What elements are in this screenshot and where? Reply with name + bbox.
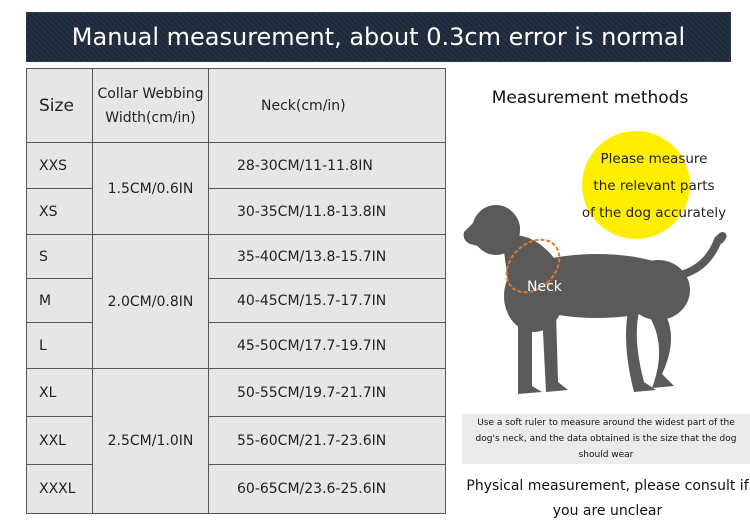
instruction-line: the relevant parts: [593, 178, 715, 194]
neck-cell: 50-55CM/19.7-21.7IN: [209, 369, 446, 417]
table-row: [27, 323, 446, 369]
table-row: [27, 465, 446, 514]
size-cell: XXS: [27, 143, 93, 189]
dog-body: [464, 205, 690, 394]
neck-cell: 60-65CM/23.6-25.6IN: [209, 465, 446, 514]
header-neck: Neck(cm/in): [209, 69, 446, 143]
size-chart-table: [26, 68, 446, 514]
instruction-line: of the dog accurately: [581, 205, 727, 221]
neck-cell: 28-30CM/11-11.8IN: [209, 143, 446, 189]
size-cell: XXXL: [27, 465, 93, 514]
measurement-note: Use a soft ruler to measure around the widest part of the dog's neck, and the data obtained is the size that the dog should wear: [462, 414, 750, 464]
size-cell: XXL: [27, 417, 93, 465]
footer-text: [465, 474, 750, 524]
banner-title: Manual measurement, about 0.3cm error is normal: [26, 12, 731, 62]
footer-line: you are unclear: [552, 503, 663, 519]
size-cell: M: [27, 279, 93, 323]
instruction-line: Please measure: [600, 151, 708, 167]
size-cell: S: [27, 235, 93, 279]
neck-label: Neck: [527, 279, 562, 295]
size-cell: L: [27, 323, 93, 369]
table-row: [27, 279, 446, 323]
webbing-cell: 2.5CM/1.0IN: [93, 369, 209, 514]
dog-silhouette-icon: [462, 196, 732, 406]
webbing-cell: 1.5CM/0.6IN: [93, 143, 209, 235]
table-header-row: [27, 69, 446, 143]
neck-cell: 45-50CM/17.7-19.7IN: [209, 323, 446, 369]
neck-cell: 30-35CM/11.8-13.8IN: [209, 189, 446, 235]
neck-cell: 40-45CM/15.7-17.7IN: [209, 279, 446, 323]
dog-tail: [684, 236, 723, 274]
neck-cell: 35-40CM/13.8-15.7IN: [209, 235, 446, 279]
table-row: [27, 235, 446, 279]
table-row: [27, 417, 446, 465]
header-webbing-width: Collar Webbing Width(cm/in): [93, 69, 209, 143]
neck-cell: 55-60CM/21.7-23.6IN: [209, 417, 446, 465]
methods-title: Measurement methods: [491, 88, 689, 108]
table-row: [27, 143, 446, 189]
footer-line: Physical measurement, please consult if: [466, 478, 749, 494]
table-row: [27, 189, 446, 235]
table-row: [27, 369, 446, 417]
webbing-cell: 2.0CM/0.8IN: [93, 235, 209, 369]
header-size: Size: [27, 69, 93, 143]
size-cell: XS: [27, 189, 93, 235]
size-cell: XL: [27, 369, 93, 417]
